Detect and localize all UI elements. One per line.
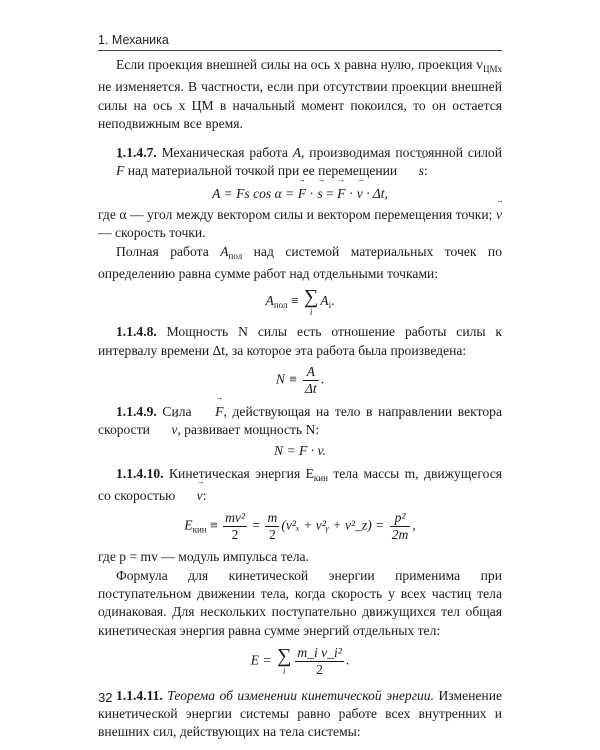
header-rule [98, 50, 502, 51]
theorem-title: Теорема об изменении кинетической энергии. [162, 687, 434, 703]
momentum-note: где p = mv — модуль импульса тела. [98, 549, 309, 565]
section-number: 1.1.4.11. [116, 687, 163, 703]
kinetic-energy-paragraph: Формула для кинетической энергии применима при поступательном движении тела, когда скорость у всех частиц тела одинаковая. Для нескольких поступательно движущихся тел общая кинетическая энергия равна сумме энергий отдельных тел: [98, 567, 502, 638]
section-1-1-4-11: 1.1.4.11. Теорема об изменении кинетической энергии. Изменение кинетической энергии системы равно работе всех внутренних и внешних сил, действующих на тела системы: [98, 687, 503, 740]
formula-kinetic-energy: $E_{кин}$ ≡ $\frac{\text{mv²}}{2}$ = $\frac{m}{2}$ (v²ₓ + v²ᵧ + v²_z) = $\frac{\text{p²}}{2m}$ , [184, 510, 416, 543]
section-1-1-4-10: 1.1.4.10. Кинетическая энергия $E_{кин}$ тела массы m, движущегося со скоростью → v: [98, 465, 502, 506]
section-number: 1.1.4.7. [116, 145, 157, 161]
where-text: где α — угол между вектором силы и вектором перемещения точки; → v — скорость точки. [98, 206, 502, 243]
total-work-paragraph: Полная работа $A_{пол}$ над системой материальных точек по определению равна сумме работ над отдельными точками: [98, 243, 502, 281]
intro-paragraph: Если проекция внешней силы на ось x равна нулю, проекция $v_{ЦМx}$ не изменяется. В частности, если при отсутствии проекции внешней силы на ось x ЦМ в начальный момент покоился, то он остается неподвижным все время. [98, 57, 502, 131]
section-number: 1.1.4.9. [116, 403, 157, 419]
section-number: 1.1.4.8. [116, 324, 157, 340]
formula-work: A = Fs cos α = → F · → s = → F · → v · Δt, [98, 185, 502, 203]
section-1-1-4-7: 1.1.4.7. Механическая работа A, производимая постоянной силой → F над материальной точкой при ее перемещении → s: [98, 144, 502, 181]
sum-symbol: ∑ i [303, 286, 319, 318]
sum-symbol: ∑ i [277, 645, 292, 677]
section-1-1-4-8: 1.1.4.8. Мощность N силы есть отношение работы силы к интервалу времени Δt, за которое эта работа была произведена: [98, 324, 502, 358]
formula-power-velocity: N = F · v. [274, 443, 326, 459]
running-head: 1. Механика [98, 33, 169, 47]
page-body [98, 56, 502, 742]
formula-power: N ≡ $\frac{A}{\Delta t}$ . [275, 363, 325, 396]
page-number: 32 [98, 690, 113, 705]
section-number: 1.1.4.10. [116, 465, 164, 481]
section-1-1-4-9: 1.1.4.9. Сила → F, действующая на тело в направлении вектора скорости → v, развивает мощность N: [98, 403, 502, 440]
formula-total-work: $A_{пол}$ ≡ ∑ i $A_i$. [265, 286, 335, 318]
formula-total-kinetic-energy: E = ∑ i $\frac{\text{m\_i v\_i²}}{2}$ . [250, 644, 350, 677]
